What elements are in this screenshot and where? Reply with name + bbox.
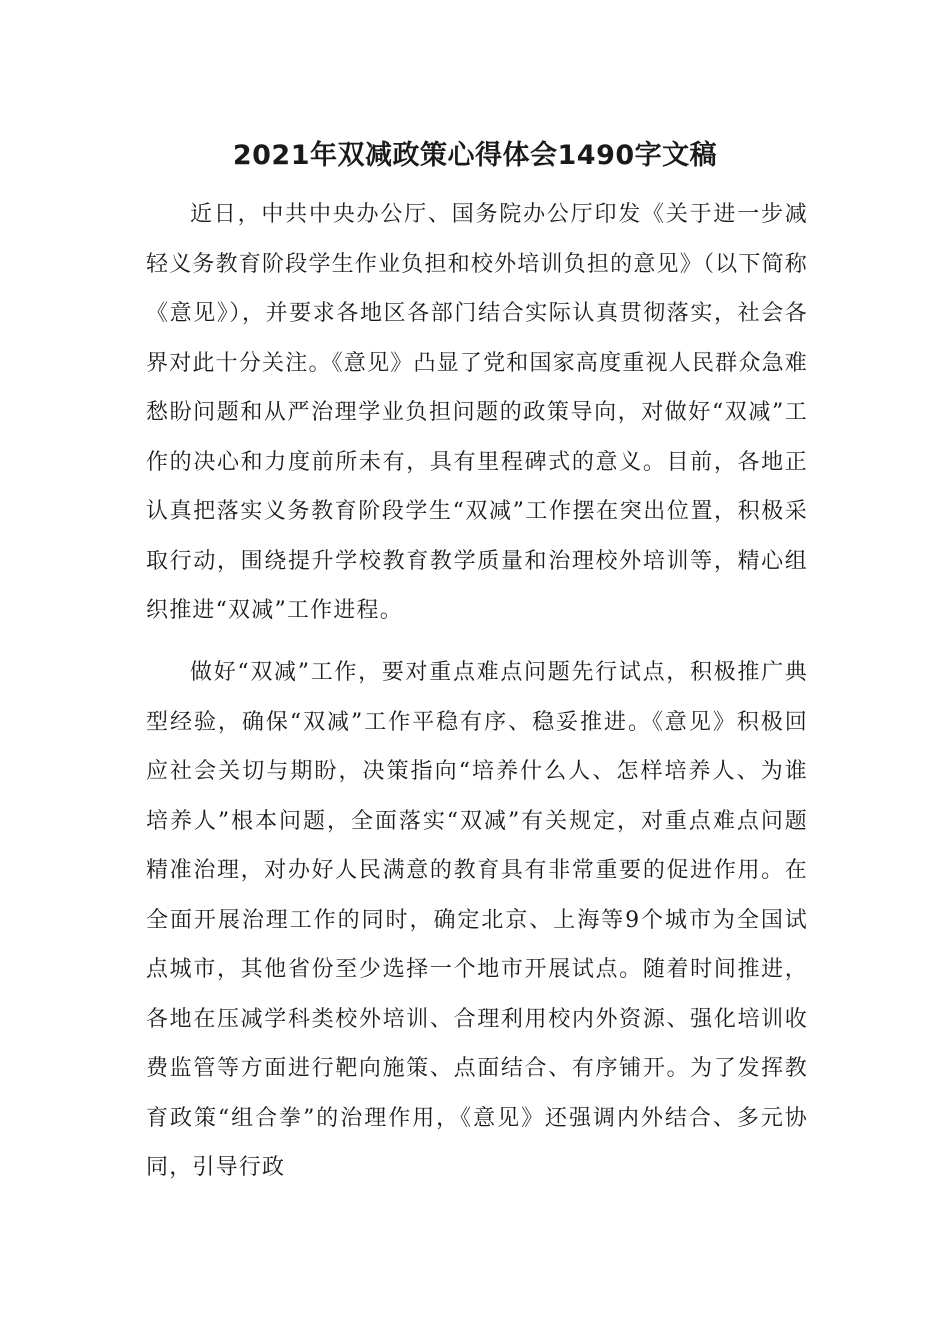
paragraph-1: 近日，中共中央办公厅、国务院办公厅印发《关于进一步减轻义务教育阶段学生作业负担和校外培训负担的意见》（以下简称《意见》），并要求各地区各部门结合实际认真贯彻落实，社会各界对此十分关注。《意见》凸显了党和国家高度重视人民群众急难愁盼问题和从严治理学业负担问题的政策导向，对做好“双减”工作的决心和力度前所未有，具有里程碑式的意义。目前，各地正认真把落实义务教育阶段学生“双减”工作摆在突出位置，积极采取行动，围绕提升学校教育教学质量和治理校外培训等，精心组织推进“双减”工作进程。 (146, 202, 808, 623)
document-title: 2021年双减政策心得体会1490字文稿 (232, 140, 718, 171)
paragraph-2: 做好“双减”工作，要对重点难点问题先行试点，积极推广典型经验，确保“双减”工作平稳有序、稳妥推进。《意见》积极回应社会关切与期盼，决策指向“培养什么人、怎样培养人、为谁培养人”根本问题，全面落实“双减”有关规定，对重点难点问题精准治理，对办好人民满意的教育具有非常重要的促进作用。在全面开展治理工作的同时，确定北京、上海等9个城市为全国试点城市，其他省份至少选择一个地市开展试点。随着时间推进，各地在压减学科类校外培训、合理利用校内外资源、强化培训收费监管等方面进行靶向施策、点面结合、有序铺开。为了发挥教育政策“组合拳”的治理作用，《意见》还强调内外结合、多元协同，引导行政 (146, 660, 808, 1180)
